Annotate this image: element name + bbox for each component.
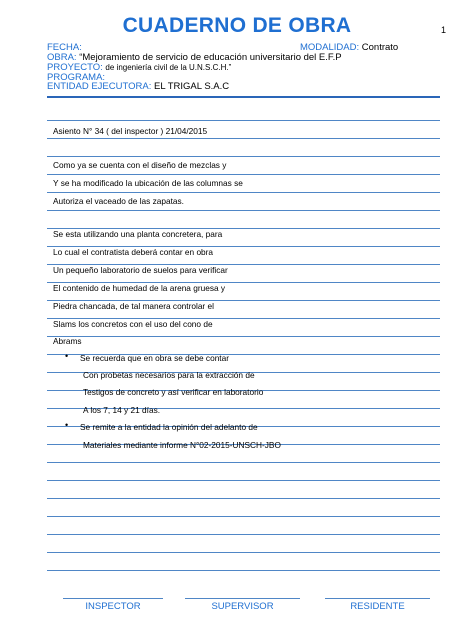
programa-label: PROGRAMA: bbox=[47, 72, 106, 83]
modalidad-value: Contrato bbox=[361, 42, 399, 53]
supervisor-label: SUPERVISOR bbox=[211, 601, 274, 612]
ruled-line bbox=[47, 174, 440, 175]
ruled-line bbox=[47, 534, 440, 535]
obra-label: OBRA: bbox=[47, 52, 77, 63]
modalidad-label: MODALIDAD: bbox=[300, 42, 360, 53]
entry-line: Materiales mediante informe N°02-2015-UNSCH-JBO bbox=[83, 440, 281, 450]
bullet-icon: • bbox=[65, 420, 69, 430]
signature-line-supervisor bbox=[185, 598, 300, 599]
ruled-line bbox=[47, 120, 440, 121]
ruled-line bbox=[47, 138, 440, 139]
entidad-label: ENTIDAD EJECUTORA: bbox=[47, 81, 152, 92]
ruled-line bbox=[47, 552, 440, 553]
ruled-line bbox=[47, 498, 440, 499]
entidad-line bbox=[47, 81, 229, 92]
document-title: CUADERNO DE OBRA bbox=[122, 14, 352, 37]
entry-line: Abrams bbox=[53, 336, 82, 346]
entry-heading: Asiento N° 34 ( del inspector ) 21/04/2015 bbox=[53, 126, 208, 136]
ruled-line bbox=[47, 156, 440, 157]
entry-line: Lo cual el contratista deberá contar en obra bbox=[53, 247, 214, 257]
signature-line-inspector bbox=[63, 598, 163, 599]
ruled-line bbox=[47, 336, 440, 337]
entry-line: Un pequeño laboratorio de suelos para verificar bbox=[53, 265, 228, 275]
bullet-icon: • bbox=[65, 351, 69, 361]
proyecto-value: de ingeniería civil de la U.N.S.C.H.” bbox=[105, 63, 232, 72]
entry-line: Testigos de concreto y así verificar en laboratorio bbox=[83, 387, 264, 397]
ruled-line bbox=[47, 210, 440, 211]
entry-line: Con probetas necesarios para la extracción de bbox=[83, 370, 255, 380]
entry-line: Se esta utilizando una planta concretera, para bbox=[53, 229, 223, 239]
entry-line: Autoriza el vaceado de las zapatas. bbox=[53, 196, 184, 206]
ruled-line bbox=[47, 192, 440, 193]
entry-line: Y se ha modificado la ubicación de las columnas se bbox=[53, 178, 243, 188]
entry-line: Piedra chancada, de tal manera controlar el bbox=[53, 301, 214, 311]
ruled-line bbox=[47, 462, 440, 463]
ruled-line bbox=[47, 480, 440, 481]
header-divider bbox=[47, 96, 440, 98]
residente-label: RESIDENTE bbox=[350, 601, 405, 612]
entry-line: A los 7, 14 y 21 días. bbox=[83, 405, 161, 415]
entry-line: Slams los concretos con el uso del cono de bbox=[53, 319, 213, 329]
ruled-line bbox=[47, 516, 440, 517]
inspector-label: INSPECTOR bbox=[85, 601, 141, 612]
signature-line-residente bbox=[325, 598, 430, 599]
ruled-line bbox=[47, 570, 440, 571]
obra-value: “Mejoramiento de servicio de educación universitario del E.F.P bbox=[79, 52, 342, 63]
entidad-value: EL TRIGAL S.A.C bbox=[153, 81, 230, 92]
bullet-line: Se remite a la entidad la opinión del adelanto de bbox=[80, 422, 258, 432]
entry-line: El contenido de humedad de la arena gruesa y bbox=[53, 283, 226, 293]
fecha-label: FECHA: bbox=[47, 42, 82, 53]
bullet-line: Se recuerda que en obra se debe contar bbox=[80, 353, 229, 363]
proyecto-label: PROYECTO: bbox=[47, 62, 103, 73]
entry-line: Como ya se cuenta con el diseño de mezclas y bbox=[53, 160, 227, 170]
page-number: 1 bbox=[441, 25, 447, 35]
